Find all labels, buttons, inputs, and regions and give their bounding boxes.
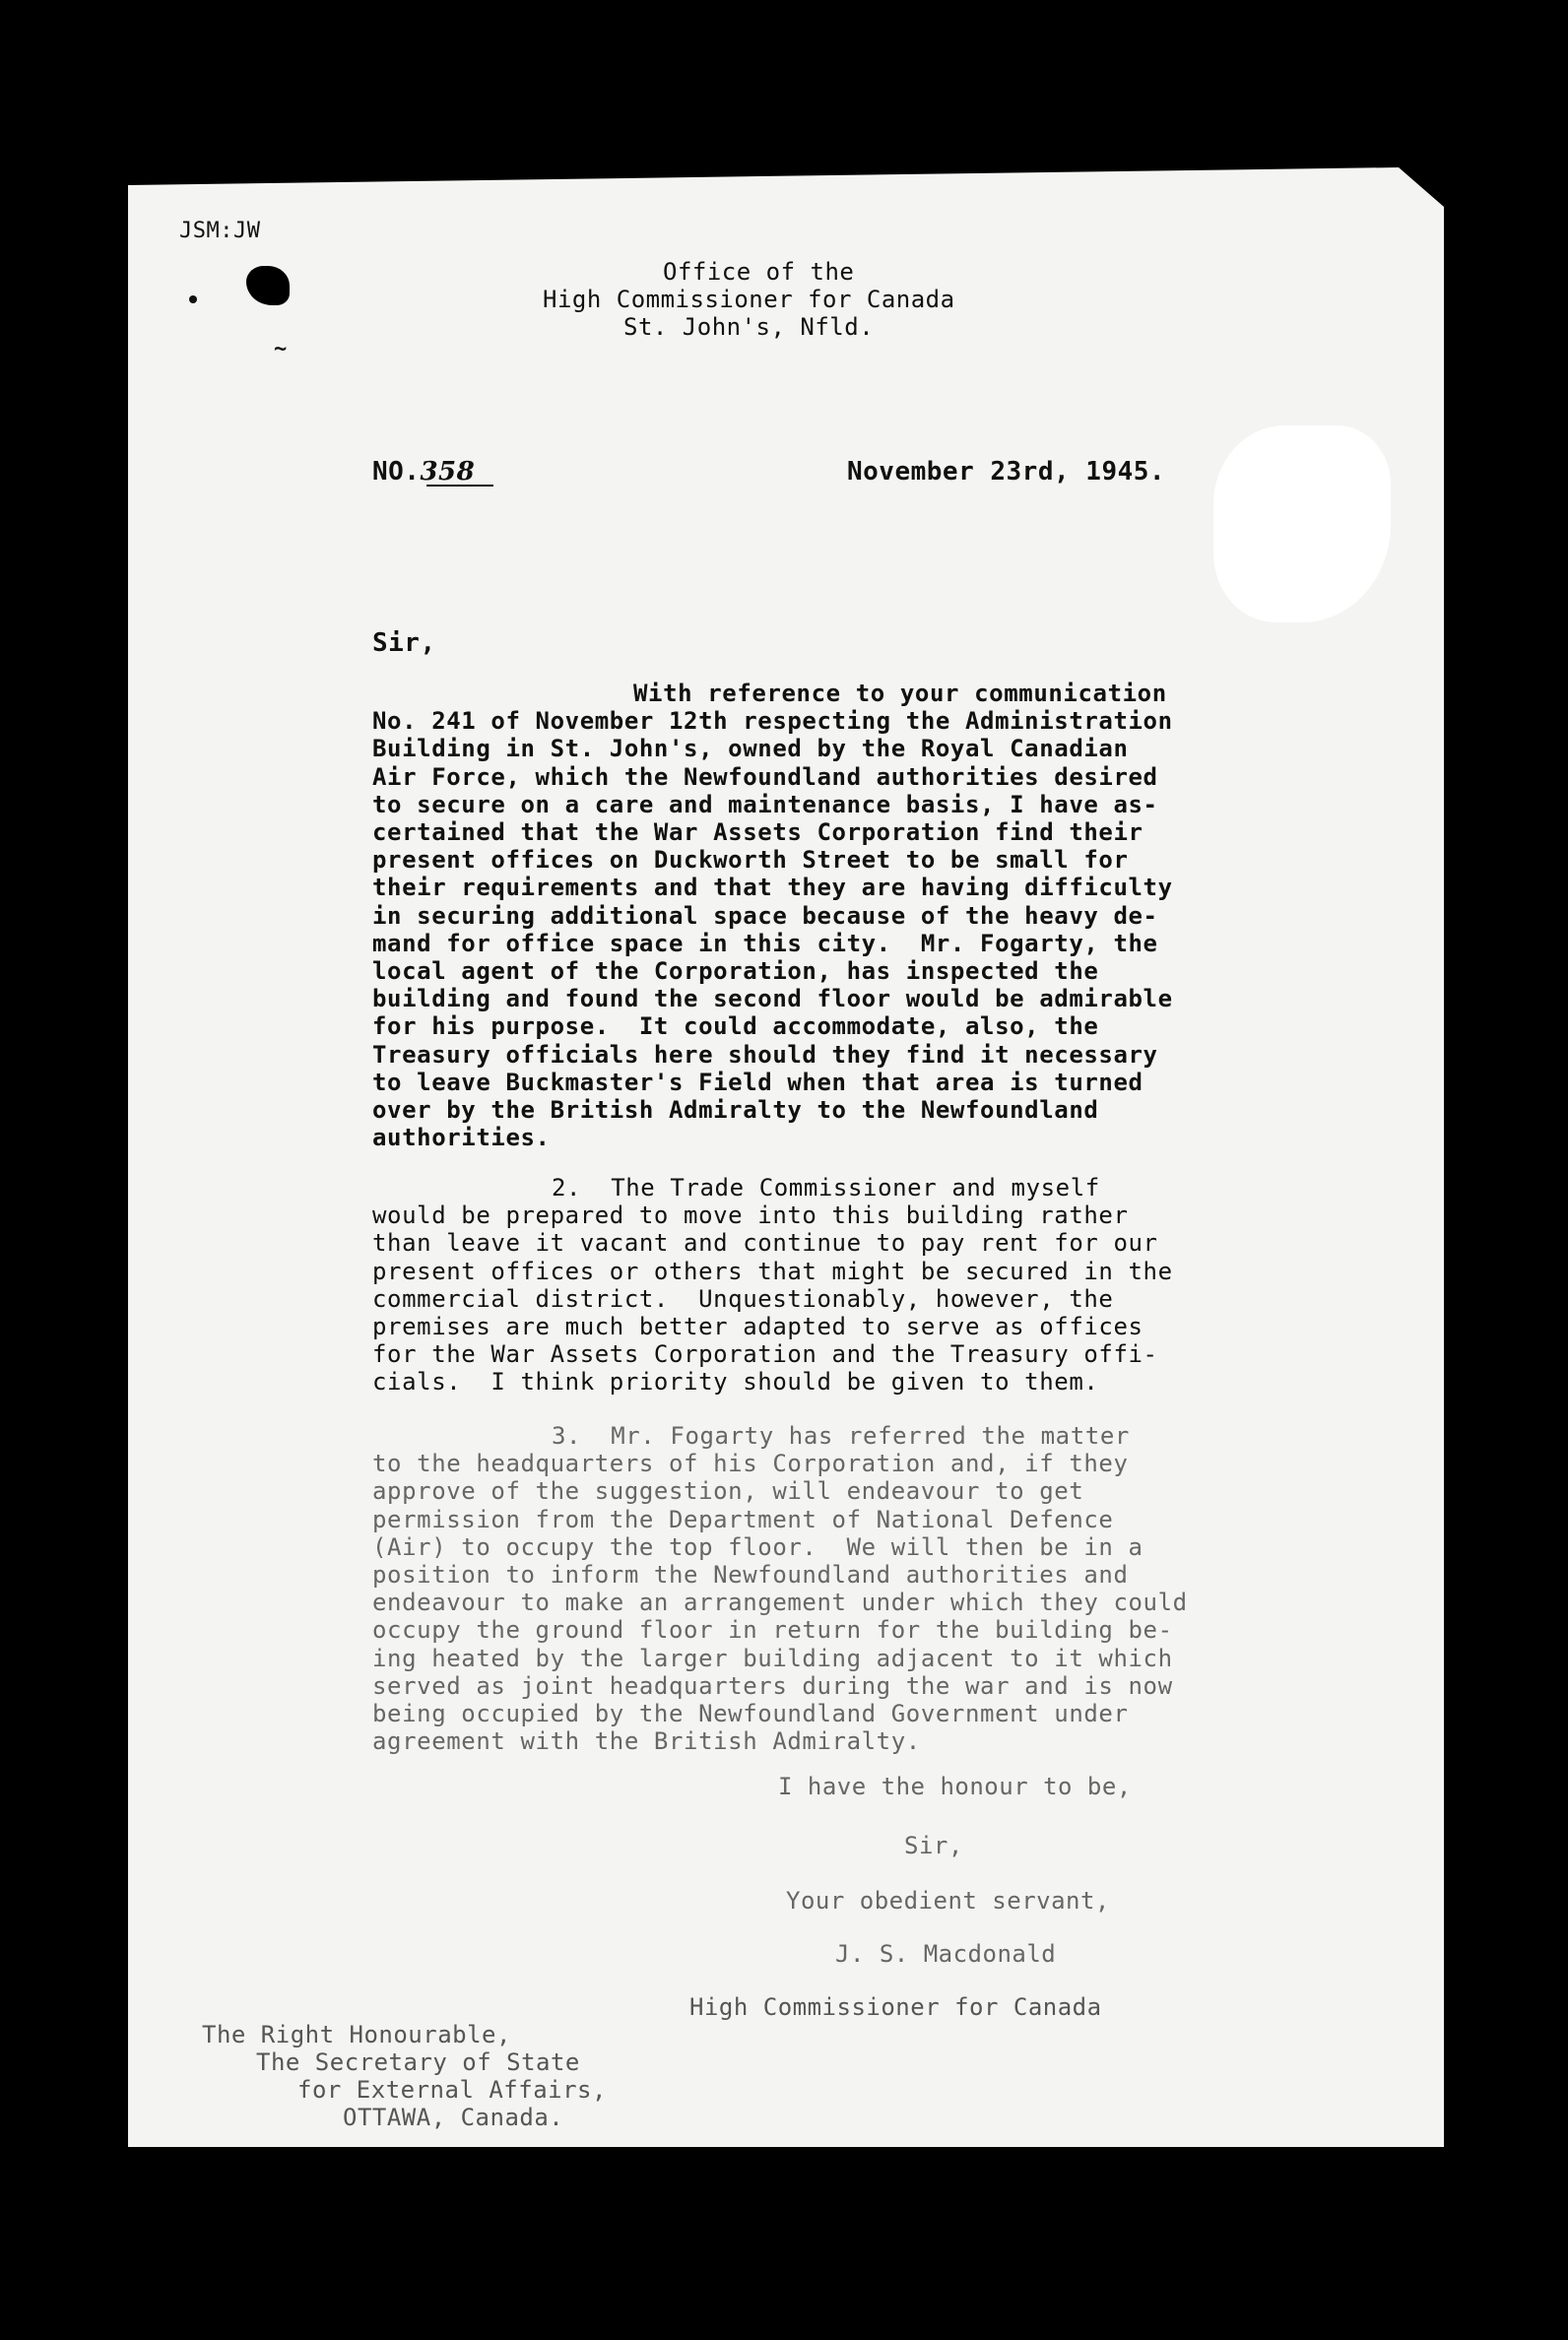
typist-initials: JSM:JW: [179, 219, 261, 243]
p2-line: commercial district. Unquestionably, however, the: [372, 1284, 1114, 1313]
p3-line: approve of the suggestion, will endeavour to get: [372, 1477, 1084, 1506]
addressee-line-3: for External Affairs,: [297, 2076, 607, 2104]
p1-line: present offices on Duckworth Street to be small for: [372, 846, 1129, 875]
letter-date: November 23rd, 1945.: [847, 457, 1166, 487]
p2-line: for the War Assets Corporation and the Treasury offi-: [372, 1340, 1158, 1369]
number-underline: [426, 485, 493, 487]
p1-line: in securing additional space because of the heavy de-: [372, 901, 1158, 930]
p2-line: cials. I think priority should be given to them.: [372, 1368, 1099, 1397]
reference-number-label: NO.: [372, 457, 421, 487]
p1-line: building and found the second floor would be admirable: [372, 985, 1173, 1013]
p2-line: present offices or others that might be secured in the: [372, 1257, 1173, 1285]
addressee-line-4: OTTAWA, Canada.: [343, 2104, 564, 2131]
letterhead-line-2: High Commissioner for Canada: [543, 286, 955, 313]
p3-line: position to inform the Newfoundland authorities and: [372, 1561, 1129, 1589]
p2-line: would be prepared to move into this building rather: [372, 1202, 1129, 1230]
p3-line: ing heated by the larger building adjacent to it which: [372, 1644, 1173, 1672]
p1-line: mand for office space in this city. Mr. Fogarty, the: [372, 929, 1158, 957]
p3-line: permission from the Department of National Defence: [372, 1505, 1114, 1533]
signature-name: J. S. Macdonald: [835, 1940, 1057, 1968]
p1-line: Building in St. John's, owned by the Royal Canadian: [372, 735, 1129, 763]
p1-line: certained that the War Assets Corporation find their: [372, 818, 1143, 846]
letterhead-line-1: Office of the: [663, 258, 855, 286]
paper-stain: [1213, 425, 1391, 622]
addressee-line-2: The Secretary of State: [256, 2048, 580, 2076]
reference-number-value: 358: [420, 457, 476, 487]
p2-line: than leave it vacant and continue to pay rent for our: [372, 1229, 1158, 1258]
p3-line: served as joint headquarters during the war and is now: [372, 1671, 1173, 1700]
p2-line: premises are much better adapted to serve as offices: [372, 1313, 1143, 1340]
reference-number: [372, 457, 475, 487]
p1-line: Treasury officials here should they find it necessary: [372, 1040, 1158, 1069]
closing-line-1: I have the honour to be,: [778, 1773, 1132, 1800]
p1-line: authorities.: [372, 1124, 551, 1152]
p1-line: over by the British Admiralty to the Newfoundland: [372, 1096, 1099, 1124]
p1-line: to secure on a care and maintenance basis, I have as-: [372, 790, 1158, 818]
p1-line: No. 241 of November 12th respecting the Administration: [372, 707, 1173, 736]
p3-line: to the headquarters of his Corporation and, if they: [372, 1450, 1129, 1478]
p1-line: Air Force, which the Newfoundland authorities desired: [372, 762, 1158, 791]
p2-line: 2. The Trade Commissioner and myself: [552, 1174, 1100, 1202]
p1-line: to leave Buckmaster's Field when that area is turned: [372, 1068, 1143, 1096]
p1-line: local agent of the Corporation, has inspected the: [372, 957, 1099, 985]
p1-line: for his purpose. It could accommodate, also, the: [372, 1012, 1099, 1041]
p1-line: With reference to your communication: [633, 680, 1167, 707]
addressee-line-1: The Right Honourable,: [202, 2021, 511, 2048]
p1-line: their requirements and that they are having difficulty: [372, 874, 1173, 902]
p3-line: (Air) to occupy the top floor. We will then be in a: [372, 1532, 1143, 1561]
signature-title: High Commissioner for Canada: [689, 1993, 1102, 2021]
salutation: Sir,: [372, 628, 436, 658]
margin-mark: ~: [274, 337, 288, 361]
ink-mark: [189, 295, 197, 303]
p3-line: occupy the ground floor in return for the building be-: [372, 1616, 1173, 1645]
letterhead-line-3: St. John's, Nfld.: [623, 313, 875, 341]
closing-line-3: Your obedient servant,: [786, 1887, 1110, 1915]
p3-line: endeavour to make an arrangement under which they could: [372, 1589, 1188, 1617]
closing-line-2: Sir,: [904, 1832, 963, 1859]
p3-line: agreement with the British Admiralty.: [372, 1727, 921, 1756]
p3-line: 3. Mr. Fogarty has referred the matter: [552, 1422, 1130, 1450]
p3-line: being occupied by the Newfoundland Government under: [372, 1700, 1129, 1727]
